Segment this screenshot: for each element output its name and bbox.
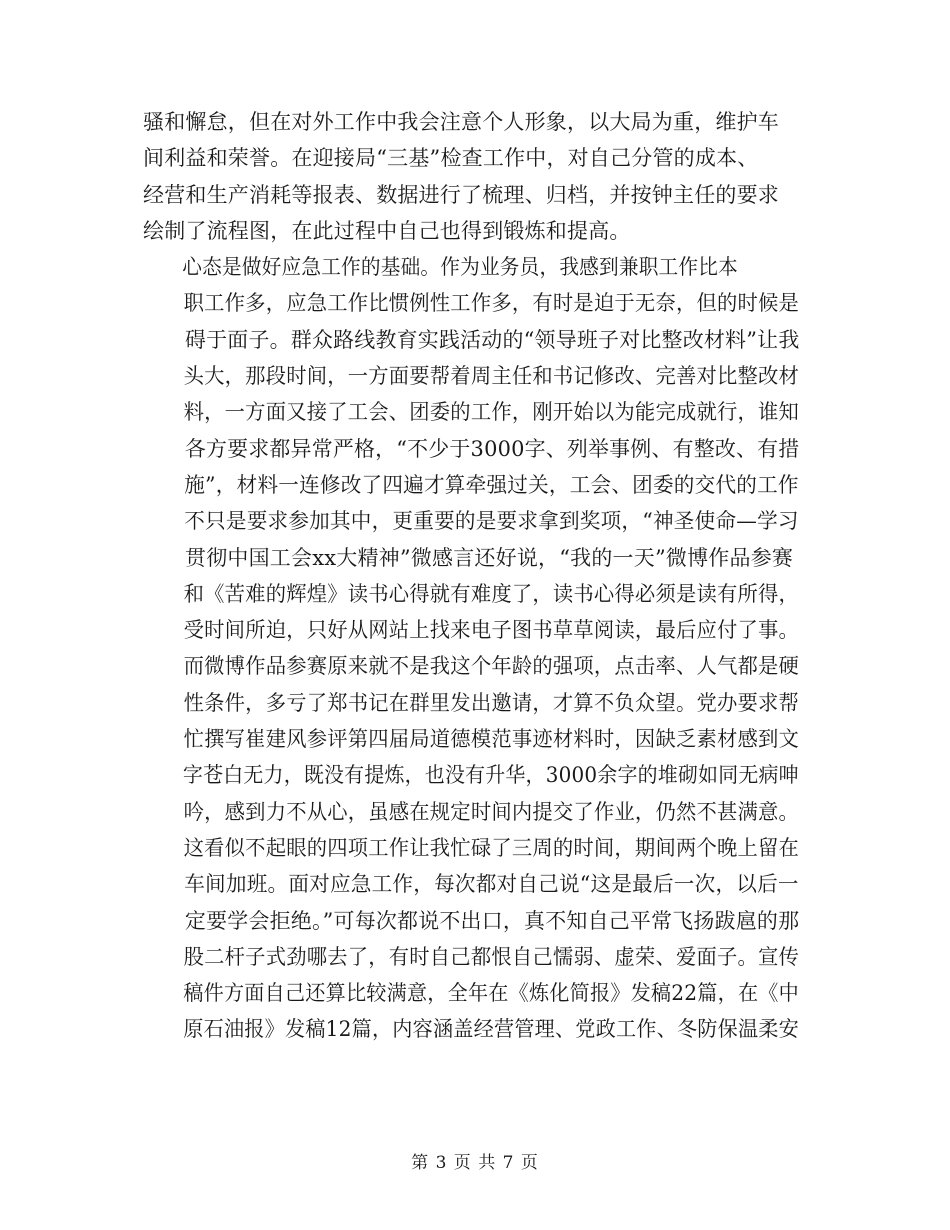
text-line: 定要学会拒绝。”可每次都说不出口，真不知自己平常飞扬跋扈的那 — [184, 908, 800, 933]
paragraph-2 — [143, 249, 799, 1048]
text-line: 字苍白无力，既没有提炼，也没有升华，3000余字的堆砌如同无病呻 — [182, 763, 799, 788]
paragraph-1 — [143, 104, 799, 249]
page-number-footer: 第 3 页 共 7 页 — [411, 1153, 539, 1173]
text-line: 受时间所迫，只好从网站上找来电子图书草草阅读，最后应付了事。 — [183, 618, 800, 643]
text-line: 稿件方面自己还算比较满意，全年在《炼化简报》发稿22篇，在《中 — [183, 981, 799, 1006]
text-line: 贯彻中国工会xx大精神”微感言还好说，“我的一天”微博作品参赛 — [185, 545, 794, 570]
text-line: 吟，感到力不从心，虽感在规定时间内提交了作业，仍然不甚满意。 — [183, 799, 800, 824]
text-line: 不只是要求参加其中，更重要的是要求拿到奖项，“神圣使命—学习 — [184, 509, 799, 534]
text-line: 车间加班。面对应急工作，每次都对自己说“这是最后一次，以后一 — [184, 872, 799, 897]
text-line: 料，一方面又接了工会、团委的工作，刚开始以为能完成就行，谁知 — [183, 400, 800, 425]
text-line: 心态是做好应急工作的基础。作为业务员，我感到兼职工作比本 — [182, 255, 738, 280]
text-line: 忙撰写崔建风参评第四届局道德模范事迹材料时，因缺乏素材感到文 — [183, 727, 800, 752]
text-line: 职工作多，应急工作比惯例性工作多，有时是迫于无奈，但的时候是 — [183, 291, 800, 316]
text-line: 和《苦难的辉煌》读书心得就有难度了，读书心得必须是读有所得， — [183, 581, 800, 606]
text-line: 各方要求都异常严格，“不少于3000字、列举事例、有整改、有措 — [184, 436, 800, 461]
text-line: 而微博作品参赛原来就不是我这个年龄的强项，点击率、人气都是硬 — [183, 654, 800, 679]
text-line: 这看似不起眼的四项工作让我忙碌了三周的时间，期间两个晚上留在 — [183, 835, 800, 860]
text-line: 原石油报》发稿12篇，内容涵盖经营管理、党政工作、冬防保温柔安 — [183, 1017, 799, 1042]
text-line: 骚和懈怠，但在对外工作中我会注意个人形象，以大局为重，维护车 — [143, 110, 779, 134]
text-line: 间利益和荣誉。在迎接局“三基”检查工作中，对自己分管的成本、 — [143, 146, 759, 171]
text-line: 性条件，多亏了郑书记在群里发出邀请，才算不负众望。党办要求帮 — [183, 690, 800, 715]
text-line: 碍于面子。群众路线教育实践活动的“领导班子对比整改材料”让我 — [184, 327, 800, 352]
body-text — [143, 104, 799, 1048]
text-line: 头大，那段时间，一方面要帮着周主任和书记修改、完善对比整改材 — [183, 364, 800, 389]
text-line: 绘制了流程图，在此过程中自己也得到锻炼和提高。 — [143, 218, 631, 243]
text-line: 施”，材料一连修改了四遍才算牵强过关，工会、团委的交代的工作 — [184, 472, 799, 497]
text-line: 经营和生产消耗等报表、数据进行了梳理、归档，并按钟主任的要求 — [143, 182, 779, 207]
text-line: 股二杆子式劲哪去了，有时自己都恨自己懦弱、虚荣、爱面子。宣传 — [183, 944, 800, 969]
